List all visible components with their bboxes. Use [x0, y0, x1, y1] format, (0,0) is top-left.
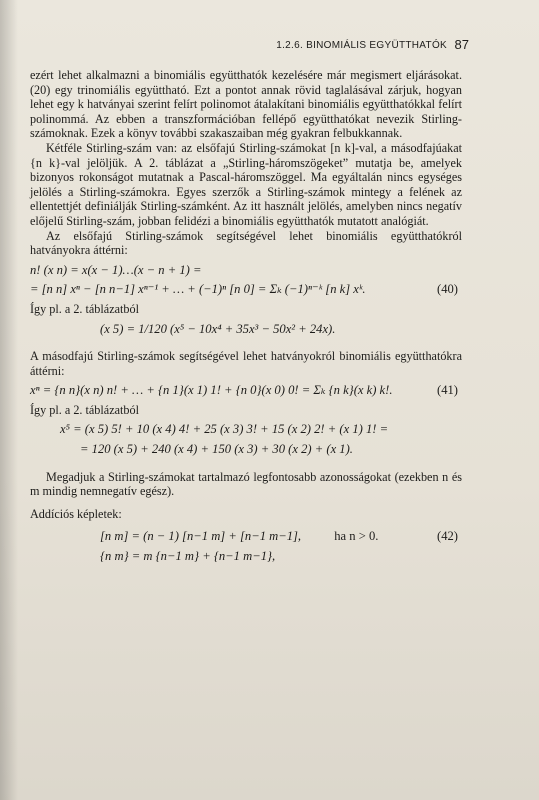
paragraph-first-kind: Az elsőfajú Stirling-számok segítségével lehet binomiális együtthatókról hatványokra áttérni: — [30, 228, 462, 258]
equation-number-40: (40) — [437, 282, 458, 297]
equation-41: xⁿ = {n n}(x n) n! + … + {n 1}(x 1) 1! + {n 0}(x 0) 0! = Σₖ {n k}(x k) k!. (41) — [30, 383, 458, 398]
paragraph-example-1: Így pl. a 2. táblázatból — [30, 301, 139, 316]
page-number: 87 — [454, 37, 469, 52]
running-header: 1.2.6. BINOMIÁLIS EGYÜTTHATÓK — [276, 40, 447, 51]
equation-42-line1: [n m] = (n − 1) [n−1 m] + [n−1 m−1], ha n > 0. (42) — [100, 529, 458, 544]
page-gutter-shadow — [0, 0, 18, 800]
equation-40-line1: n! (x n) = x(x − 1)…(x − n + 1) = — [30, 262, 202, 277]
paragraph-stirling-kinds: Kétféle Stirling-szám van: az elsőfajú Stirling-számokat [n k]-val, a másodfajúakat {n k}-val jelöljük. A 2. táblázat a „Stirling-háromszögeket” mutatja be, amelyek bizonyos rokonságot mutatnak a Pascal-háromszöggel. Ma egyáltalán nincs egységes jelölés a Stirling-számokra. Egyes szerzők a Stirling-számok mintegy a felének az ellentettjét definiálják Stirling-számként. Az itt használt jelölés, amelyben nincs negatív előjelű Stirling-szám, jobban felidézi a binomiális együtthatók mutatott analógiát. — [30, 140, 462, 228]
equation-example-2-line2: = 120 (x 5) + 240 (x 4) + 150 (x 3) + 30 (x 2) + (x 1). — [80, 442, 353, 457]
page-body — [30, 68, 462, 569]
equation-example-2-line1: x⁵ = (x 5) 5! + 10 (x 4) 4! + 25 (x 3) 3! + 15 (x 2) 2! + (x 1) 1! = — [60, 422, 389, 437]
equation-40-line2: = [n n] xⁿ − [n n−1] xⁿ⁻¹ + … + (−1)ⁿ [n 0] = Σₖ (−1)ⁿ⁻ᵏ [n k] xᵏ. (40) — [30, 282, 458, 297]
paragraph-example-2: Így pl. a 2. táblázatból — [30, 402, 139, 417]
equation-number-41: (41) — [437, 383, 458, 398]
equation-42-condition: ha n > 0. — [334, 529, 379, 544]
paragraph-second-kind: A másodfajú Stirling-számok segítségével lehet hatványokról binomiális együtthatókra áttérni: — [30, 349, 462, 378]
equation-42-line2: {n m} = m {n−1 m} + {n−1 m−1}, — [100, 549, 276, 564]
equation-number-42: (42) — [437, 529, 458, 544]
paragraph-identities: Megadjuk a Stirling-számokat tartalmazó legfontosabb azonosságokat (ezekben n és m mindig nemnegatív egész). — [30, 469, 462, 499]
paragraph-intro: ezért lehet alkalmazni a binomiális együtthatók kezelésére már megismert eljárásokat. (20) egy trinomiális együttható. Ezt a pontot annak rövid taglalásával zárjuk, hogyan lehet egy k hatványai szerint felírt polinomot átalakítani binomiális együtthatókkal felírt polinommá. Az ebben a transzformációban fellépő együtthatókat nevezik Stirling-számoknak. Ezek a könyv további szakaszaiban még gyakran felbukkannak. — [30, 68, 462, 141]
paragraph-addition-formulas: Addíciós képletek: — [30, 506, 122, 521]
equation-example-1: (x 5) = 1/120 (x⁵ − 10x⁴ + 35x³ − 50x² + 24x). — [100, 321, 336, 336]
